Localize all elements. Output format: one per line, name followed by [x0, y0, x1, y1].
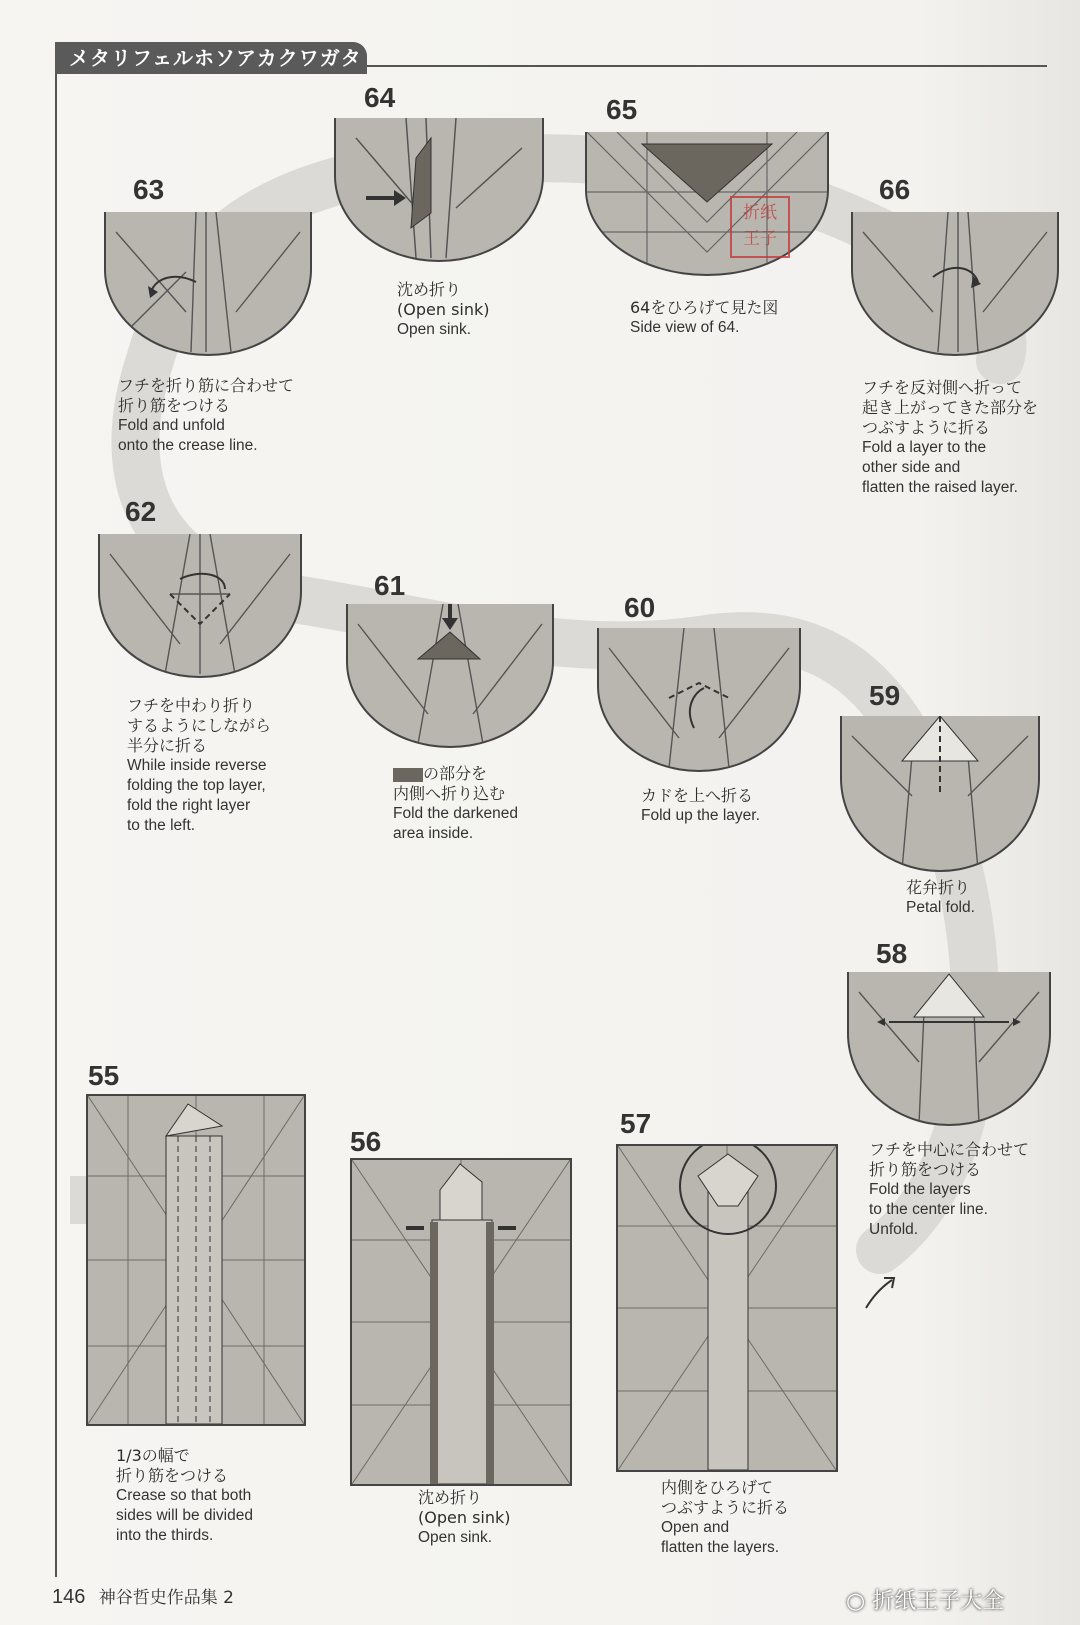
step-number-64: 64: [364, 82, 396, 113]
step-65-caption: [630, 298, 778, 338]
step-63-diagram: [104, 212, 312, 356]
step-62-en-line: While inside reverse: [127, 757, 267, 774]
step-61-diagram: [346, 604, 554, 748]
step-59-jp-line: 花弁折り: [906, 878, 971, 897]
step-55-diagram: [86, 1094, 306, 1426]
step-61-jp-line: 内側へ折り込む: [393, 784, 506, 803]
step-61-caption: [393, 764, 518, 844]
step-number-61: 61: [374, 570, 406, 601]
page-title: メタリフェルホソアカクワガタ: [55, 42, 367, 74]
step-64-en-line: Open sink.: [397, 321, 472, 338]
step-number-60: 60: [624, 592, 656, 623]
step-66-caption: [862, 378, 1038, 498]
step-66-diagram: [851, 212, 1059, 356]
step-62-diagram: [98, 534, 302, 678]
step-66-jp-line: つぶすように折る: [862, 418, 991, 437]
watermark-text: 折纸王子大全: [872, 1589, 1005, 1614]
step-number-66: 66: [879, 174, 911, 205]
step-58-en-line: Unfold.: [869, 1221, 919, 1238]
step-62-jp-line: するようにしながら: [127, 716, 272, 735]
step-number-55: 55: [88, 1060, 120, 1091]
step-56-diagram: [350, 1158, 572, 1486]
step-55-jp-line: 折り筋をつける: [116, 1466, 229, 1485]
step-59-diagram: [840, 716, 1040, 872]
step-62-en-line: fold the right layer: [127, 797, 251, 814]
step-number-58: 58: [876, 938, 908, 969]
step-66-jp-line: 起き上がってきた部分を: [862, 398, 1039, 417]
flow-arrow-icon: [860, 1274, 900, 1314]
seal-stamp-text: 折纸王子: [743, 203, 777, 249]
watermark: [846, 1584, 1004, 1615]
step-number-62: 62: [125, 496, 157, 527]
step-62-jp-line: 半分に折る: [127, 736, 208, 755]
step-number-65: 65: [606, 94, 638, 125]
step-57-en-line: Open and: [661, 1519, 730, 1536]
step-64-jp-line: (Open sink): [397, 300, 490, 319]
step-55-en-line: Crease so that both: [116, 1487, 252, 1504]
wechat-icon: ○: [846, 1589, 866, 1614]
seal-stamp: [730, 196, 790, 258]
step-number-56: 56: [350, 1126, 382, 1157]
step-59-en-line: Petal fold.: [906, 899, 975, 916]
step-63-caption: [118, 376, 294, 456]
step-65-en-line: Side view of 64.: [630, 319, 740, 336]
step-58-jp-line: 折り筋をつける: [869, 1160, 982, 1179]
step-62-jp-line: フチを中わり折り: [127, 696, 256, 715]
step-62-en-line: to the left.: [127, 817, 196, 834]
step-56-jp-line: (Open sink): [418, 1508, 511, 1527]
step-number-63: 63: [133, 174, 165, 205]
step-64-diagram: [334, 118, 544, 262]
step-55-caption: [116, 1446, 253, 1546]
step-57-caption: [661, 1478, 789, 1558]
step-66-en-line: Fold a layer to the: [862, 439, 987, 456]
step-60-jp-line: カドを上へ折る: [641, 786, 754, 805]
step-57-jp-line: つぶすように折る: [661, 1498, 790, 1517]
step-58-caption: [869, 1140, 1029, 1240]
step-56-jp-line: 沈め折り: [418, 1488, 483, 1507]
step-63-jp-line: 折り筋をつける: [118, 396, 231, 415]
step-57-en-line: flatten the layers.: [661, 1539, 780, 1556]
step-66-jp-line: フチを反対側へ折って: [862, 378, 1023, 397]
step-62-caption: [127, 696, 271, 836]
page-footer: [52, 1583, 234, 1609]
step-63-jp-line: フチを折り筋に合わせて: [118, 376, 295, 395]
step-66-en-line: other side and: [862, 459, 961, 476]
book-title: 神谷哲史作品集 2: [98, 1588, 235, 1608]
step-61-en-line: Fold the darkened: [393, 805, 518, 822]
step-64-jp-line: 沈め折り: [397, 280, 462, 299]
step-64-caption: [397, 280, 490, 340]
step-60-en-line: Fold up the layer.: [641, 807, 760, 824]
darkened-area-swatch: [393, 768, 423, 782]
step-65-diagram: [585, 132, 829, 276]
step-61-en-line: area inside.: [393, 825, 474, 842]
step-number-57: 57: [620, 1108, 652, 1139]
step-63-en-line: Fold and unfold: [118, 417, 225, 434]
step-61-jp-text: の部分を: [423, 764, 488, 783]
step-58-diagram: [847, 972, 1051, 1126]
step-59-caption: [906, 878, 975, 918]
step-58-en-line: to the center line.: [869, 1201, 988, 1218]
step-63-en-line: onto the crease line.: [118, 437, 258, 454]
step-62-en-line: folding the top layer,: [127, 777, 266, 794]
step-58-jp-line: フチを中心に合わせて: [869, 1140, 1030, 1159]
step-65-jp-line: 64をひろげて見た図: [630, 298, 779, 317]
step-66-en-line: flatten the raised layer.: [862, 479, 1018, 496]
step-61-jp-line: [393, 764, 518, 784]
step-55-en-line: into the thirds.: [116, 1527, 214, 1544]
step-58-en-line: Fold the layers: [869, 1181, 971, 1198]
step-57-jp-line: 内側をひろげて: [661, 1478, 774, 1497]
step-57-diagram: [616, 1144, 838, 1472]
step-number-59: 59: [869, 680, 901, 711]
page-number: 146: [52, 1586, 86, 1608]
step-60-caption: [641, 786, 760, 826]
step-55-en-line: sides will be divided: [116, 1507, 253, 1524]
step-56-en-line: Open sink.: [418, 1529, 493, 1546]
step-55-jp-line: 1/3の幅で: [116, 1446, 190, 1465]
step-60-diagram: [597, 628, 801, 772]
step-56-caption: [418, 1488, 511, 1548]
